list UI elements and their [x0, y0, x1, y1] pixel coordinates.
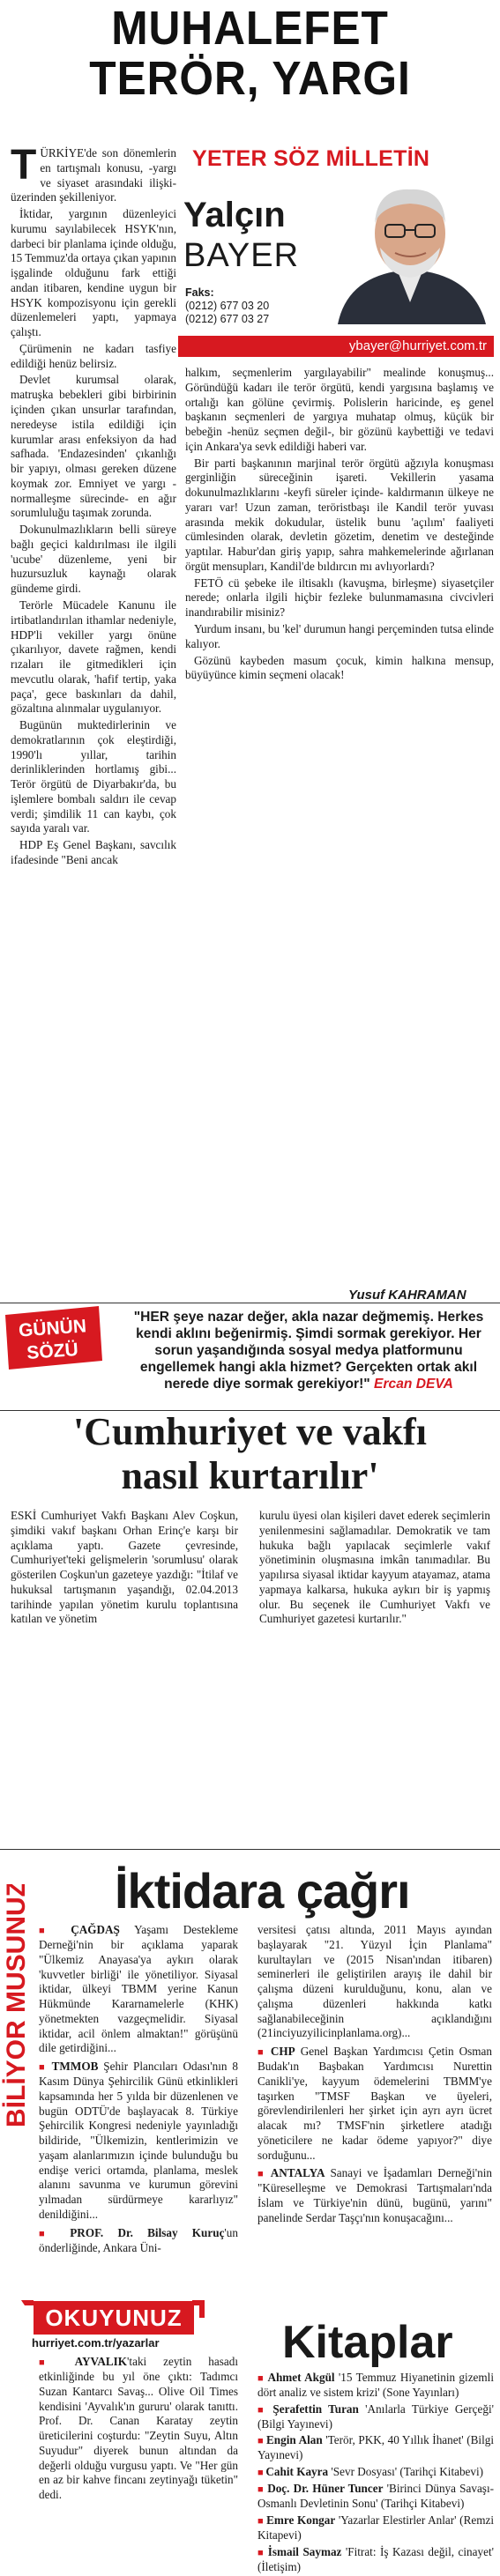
okuyunuz-url[interactable]: hurriyet.com.tr/yazarlar — [32, 2336, 160, 2350]
bullet-square-icon: ■ — [257, 2468, 266, 2479]
news-item — [39, 2226, 238, 2256]
news-item — [257, 1923, 492, 2041]
okuyunuz-label: OKUYUNUZ — [34, 2301, 194, 2335]
signature: Yusuf KAHRAMAN — [348, 1288, 466, 1303]
kitaplar-list — [257, 2371, 494, 2576]
quote-text: "HER şeye nazar değer, akla nazar değmemiş. Herkes kendi aklını beğenirmiş. Şimdi sormak gerekiyor. Her sorun yaşandığında sosyal medya platformunu engellemek hangi akla hizmet? Gerçekten ortak akıl nerede diye sormak gerekiyor!" — [133, 1310, 484, 1392]
news-item-lead: ÇAĞDAŞ — [71, 1923, 120, 1936]
book-author: Ahmet Akgül — [267, 2371, 335, 2384]
paragraph — [11, 342, 176, 372]
main-headline — [0, 4, 500, 104]
biliyor-musunuz-label — [0, 1884, 32, 2131]
divider — [0, 1849, 500, 1850]
paragraph-text: Dokunulmazlıkların belli süreye bağlı geçici kaldırılması ile ilgili 'ucube' düzenleme, yeni bir huzursuzluk kaynağı olarak gündeme girdi. — [11, 523, 176, 596]
iktidar-col-1 — [39, 1923, 238, 2259]
book-title: 'Fitrat: İş Kazası değil, cinayet' (İletişim) — [257, 2544, 494, 2573]
author-last-name: BAYER — [183, 237, 300, 274]
author-photo — [329, 179, 492, 324]
bullet-square-icon: ■ — [257, 2515, 267, 2527]
book-item — [257, 2402, 494, 2432]
paragraph-text: Yurdum insanı, bu 'kel' durumun hangi perçeminden tutsa elinde kalıyor. — [185, 622, 494, 650]
gunun-label: GÜNÜN — [18, 1316, 87, 1341]
news-item — [39, 2355, 238, 2503]
paragraph-text: Bugünün muktedirlerinin ve demokratlarının çok eleştirdiği, 1990'lı yıllar, tarihin derinliklerinden hortlamış gibi... Terör örgütü de Diyarbakır'da, bu işlemlere bombalı saldırı ile cevap verdi; şimdilik 11 can kaybı, çok sayıda yaralı var. — [11, 718, 176, 835]
news-item-lead: ANTALYA — [270, 2166, 325, 2180]
headline-line1: MUHALEFET — [111, 2, 389, 55]
book-item — [257, 2545, 494, 2575]
paragraph — [185, 654, 494, 684]
paragraph — [185, 576, 494, 620]
bullet-square-icon: ■ — [39, 2228, 71, 2239]
fax-number-1: (0212) 677 03 20 — [185, 300, 270, 312]
column-series-title: YETER SÖZ MİLLETİN — [192, 146, 430, 171]
headline-line2: TERÖR, YARGI — [89, 52, 411, 105]
book-author: Engin Alan — [265, 2433, 323, 2447]
news-item-text: Sanayi ve İşadamları Derneği'nin "Küreselleşme ve Demokrasi Tartışmaları'nda İslam ve Türkiye'nin dünü, bugünü, yarını" panelinde Serdar Taşçı'nın konuşacağını... — [257, 2166, 492, 2224]
cumhuriyet-col-1-text: ESKİ Cumhuriyet Vakfı Başkanı Alev Coşkun, şimdiki vakıf başkanı Orhan Erinç'e karşı bir açıklama yaptı. Gazete çevresinde, Cumhuriyet'teki gelişmelerin 'sorumlusu' olarak gösterilen Coşkun'un gazeteye yazdığı: "İtilaf ve hukuksal tartışmanın yaşandığı, 02.04.2013 tarihinde yapılan yönetim kurulu toplantısına katılan ve yönetim — [11, 1509, 238, 1626]
paragraph-text: HDP Eş Genel Başkanı, savcılık ifadesinde "Beni ancak — [11, 838, 176, 866]
paragraph-text: Devlet kurumsal olarak, matruşka bebekleri gibi birbirinin içinden çıkan unsurlar tarafından, neredeyse istila edildiği için kurumlar arası enfeksiyon da had safhada. 'Endazesinden' çıkanlığı bir yapıyı, olması gereken düzene koymak zor. Emniyet ve yargı -normalleşme sürecinde- en ağır sorumluluğu taşımak zorunda. — [11, 373, 176, 520]
okuyunuz-box — [16, 2298, 219, 2351]
cumhuriyet-col-2-text: kurulu üyesi olan kişileri davet ederek seçimlerin yenilenmesini sağlamadılar. Demokratik ve tam hukuka bağlı yapılacak seçimlerle vakıf yönetiminin oluşmasına imkân tanımadılar. Bu yapılırsa siyasal iktidar kayyum atayamaz, atama yapmaya kalkarsa, hukuka aykırı bir iş yapmış olur. Bu seçenek ile Cumhuriyet Vakfı ve Cumhuriyet gazetesi kurtarılır." — [259, 1509, 490, 1626]
article-column-right — [185, 366, 494, 685]
book-title: 'Terör, PKK, 40 Yıllık İhanet' (Bilgi Yayınevi) — [257, 2433, 494, 2462]
bullet-square-icon: ■ — [39, 2062, 52, 2074]
news-item-lead: TMMOB — [51, 2060, 99, 2074]
paragraph — [11, 718, 176, 836]
author-block — [183, 145, 496, 357]
paragraph — [185, 622, 494, 652]
bullet-square-icon: ■ — [257, 2047, 271, 2059]
paragraph-text: halkım, seçmenlerim yargılayabilir" mealinde konuşmuş... Göründüğü kadarı ile terör örgütü, kendi yargısına başlamış ve ortalığı kan gölüne çevirmiş. Polislerin haricinde, eş genel başkanın seçmenleri de yargıya muhatap olmuş, küçük bir bebeğin -henüz seçmen değil-, bir gözünü kaybettiği ve tedavi için Ankara'ya sevk edildiği haberi var. — [185, 366, 494, 453]
paragraph-text: Gözünü kaybeden masum çocuk, kimin halkına mensup, büyüyünce kimin seçmeni olacak! — [185, 653, 494, 682]
news-item-text: 'un önderliğinde, Ankara Üni- — [39, 2225, 238, 2254]
cumhuriyet-col-2 — [259, 1509, 490, 1629]
book-item — [257, 2433, 494, 2463]
news-item-lead: CHP — [270, 2045, 295, 2059]
paragraph-text: FETÖ cü şebeke ile iltisaklı (kavuşma, birleşme) siyasetçiler nerede; onlarla ilgili hiçbir fezleke bulunmamasına civcivleri inandırabilir misiniz? — [185, 575, 494, 620]
author-first-name: Yalçın — [183, 196, 286, 234]
book-title: 'Yazarlar Elestirler Anlar' (Remzi Kitapevi) — [257, 2513, 494, 2542]
news-item — [39, 1923, 238, 2056]
author-email[interactable]: ybayer@hurriyet.com.tr — [178, 336, 494, 357]
news-item-text: 'taki zeytin hasadı etkinliğinde bu yıl öne çıktı: Tadımcı Suzan Kantarcı Savaş... Olive Oil Times kendisini 'Ayvalık'ın gururu' olarak tanıttı. Prof. Dr. Canan Karatay zeytin üreticilerini coşturdu: "Zeytin Suyu, Altın Suyudur" diyerek bunun altından da değerli olduğu vurgusu yaptı. Ve "Her gün en az bir kahve fincanı zeytinyağı tüketin" dedi. — [39, 2355, 238, 2502]
book-author: Şerafettin Turan — [272, 2402, 359, 2416]
bullet-square-icon: ■ — [257, 2169, 271, 2180]
news-item — [257, 2045, 492, 2163]
bullet-square-icon: ■ — [257, 2547, 268, 2558]
fax-block — [185, 286, 269, 326]
paragraph-text: İktidar, yargının düzenleyici kurumu sayılabilecek HSYK'nın, darbeci bir planlama içinde olduğu, 15 Temmuz'da ortaya çıkan yapının işgalinde olduğunu fark ettiği andan itibaren, kendine uygun bir HSYK kompozisyonu için gerekli düzenlemeleri yaptı, yapmaya çalıştı. — [11, 207, 176, 339]
news-item-text: versitesi çatısı altında, 2011 Mayıs ayından başlayarak "21. Yüzyıl İçin Planlama" kurultayları ve (2015 Nisan'ından itibaren) seminerleri ile geliştirilen arayış ile dahil bir çalışma düzeni kurulduğunu, konu, alan ve çalışma düzenleri hakkında katkı sağlanabileceğinin açıklandığını (21inciyuzyilicinplanlama.org)... — [257, 1923, 492, 2040]
book-item — [257, 2371, 494, 2401]
bullet-square-icon: ■ — [39, 2357, 75, 2368]
book-item — [257, 2465, 494, 2480]
paragraph-text: ÜRKİYE'de son dönemlerin en tartışmalı konusu, -yargı ve siyaset arasındaki ilişki- üzerinden şekilleniyor. — [11, 146, 176, 204]
book-title: '15 Temmuz Hiyanetinin gizemli dört analiz ve sistem krizi' (Sone Yayınları) — [257, 2371, 494, 2399]
book-item — [257, 2482, 494, 2512]
iktidar-title: İktidara çağrı — [115, 1863, 410, 1919]
paragraph — [11, 598, 176, 716]
sozu-label: SÖZÜ — [26, 1340, 79, 1364]
news-item-text: Genel Başkan Yardımcısı Çetin Osman Budak'ın Başbakan Yardımcısı Nurettin Canikli'ye, kayyum ödemelerini TBMM'ye taşırken "TMSF Başkan ve üyeleri, görevlendirilenleri her şirket için ayrı ayrı ücret alacak mı? TMSF'nin şirketlere atadığı yöneticilere ne kadar ödeme yapıyor?" diye sorduğunu... — [257, 2045, 492, 2162]
news-item — [257, 2166, 492, 2225]
biliyor-text: BİLİYOR MUSUNUZ? — [2, 1884, 31, 2127]
paragraph — [11, 142, 176, 205]
paragraph — [11, 373, 176, 521]
gunun-sozu-badge — [2, 1303, 106, 1373]
article-column-left — [11, 142, 176, 870]
bullet-square-icon: ■ — [257, 2404, 273, 2416]
book-author: Cahit Kayra — [265, 2465, 329, 2479]
cumhuriyet-title-1: 'Cumhuriyet ve vakfı — [73, 1410, 427, 1453]
book-title: 'Sevr Dosyası' (Tarihçi Kitabevi) — [328, 2465, 484, 2479]
cumhuriyet-title-2: nasıl kurtarılır' — [121, 1454, 379, 1497]
book-item — [257, 2513, 494, 2543]
news-item-lead: AYVALIK — [74, 2355, 128, 2368]
news-item — [39, 2060, 238, 2223]
cumhuriyet-col-1 — [11, 1509, 238, 1629]
paragraph — [185, 457, 494, 575]
paragraph — [11, 207, 176, 340]
bullet-square-icon: ■ — [257, 2373, 268, 2384]
book-author: Emre Kongar — [266, 2513, 336, 2527]
book-author: İsmail Saymaz — [267, 2544, 342, 2558]
bullet-square-icon: ■ — [39, 1926, 71, 1936]
bullet-square-icon: ■ — [257, 2484, 268, 2496]
book-title: 'Anılarla Türkiye Gerçeği' (Bilgi Yayınevi) — [257, 2402, 494, 2431]
news-item-text: Şehir Plancıları Odası'nın 8 Kasım Dünya Şehircilik Günü etkinlikleri kapsamında her 5 yılda bir düzenlenen ve bugün ODTÜ'de başlayacak 8. Türkiye Şehircilik Kongresi nedeniyle yayınladığı bildiride, "Ülkemizin, kentlerimizin ve yaşam alanlarımızın içinde bulunduğu bu endişe verici ortamda, planlama, meslek alanını savunma ve kurumun görevini yılmadan sürdürmeye kararlıyız" denildiğini... — [39, 2060, 238, 2221]
paragraph — [11, 523, 176, 597]
paragraph — [185, 366, 494, 455]
paragraph-text: Terörle Mücadele Kanunu ile irtibatlandırılan ithamlar nedeniyle, HDP'li vekiller yargı önüne çıkarılıyor, davete rağmen, kendi rızaları ile gitmedikleri için mevcutlu olarak, 'hafif tertip, yaka paça', gece baskınları da dahil, gözaltına alınmalar uygulanıyor. — [11, 598, 176, 716]
fax-number-2: (0212) 677 03 27 — [185, 313, 270, 325]
drop-cap: T — [11, 142, 37, 189]
news-item-lead: PROF. Dr. Bilsay Kuruç — [70, 2225, 225, 2239]
kitaplar-title: Kitaplar — [282, 2317, 453, 2368]
book-title: 'Birinci Dünya Savaşı-Osmanlı Devletinin Sonu' (Tarihçi Kitabevi) — [257, 2482, 494, 2511]
gunun-sozu-quote — [123, 1309, 494, 1392]
paragraph-text: Çürümenin ne kadarı tasfiye edildiği henüz belirsiz. — [11, 341, 176, 370]
iktidar-col-2 — [257, 1923, 492, 2230]
book-author: Doç. Dr. Hüner Tuncer — [267, 2482, 384, 2496]
bullet-square-icon: ■ — [257, 2436, 266, 2447]
paragraph — [11, 838, 176, 868]
okuyunuz-text — [39, 2355, 238, 2506]
quote-author: Ercan DEVA — [374, 1377, 453, 1392]
paragraph-text: Bir parti başkanının marjinal terör örgütü ağzıyla konuşması gerginliğin süreceğinin işareti. Vekillerin yasama dokunulmazlıklarını -keyfi süreler içinde- kaldırmanın ülkeye ne yararı var! Uzun zaman, teröristbaşı ile Kandil terör yuvası arasında mekik dokudular, üstelik bunu 'açılım' faaliyeti cümlesinden olarak, devletin gözetim, denetim ve desteğinde yaptılar. Habur'dan giriş yapıp, sahra mahkemelerinde ağırlanan örgüt mensupları, Kandil'de bıldırcın mı avlıyorlardı? — [185, 456, 494, 573]
fax-label: Faks: — [185, 286, 214, 299]
news-item-text: Yaşamı Destekleme Derneği'nin bir açıklama yaparak "Ülkemiz Anayasa'ya aykırı olarak 'kuvvetler birliği' ile yönetiliyor. Siyasal iktidar, ülkeyi TBMM yerine Kanun Hükmünde Kararnamelerle (KHK) yönetmekten vazgeçmelidir. Siyasal iktidar, acil önlem almaktan!" görüşünü dile getirdiğini... — [39, 1923, 238, 2055]
